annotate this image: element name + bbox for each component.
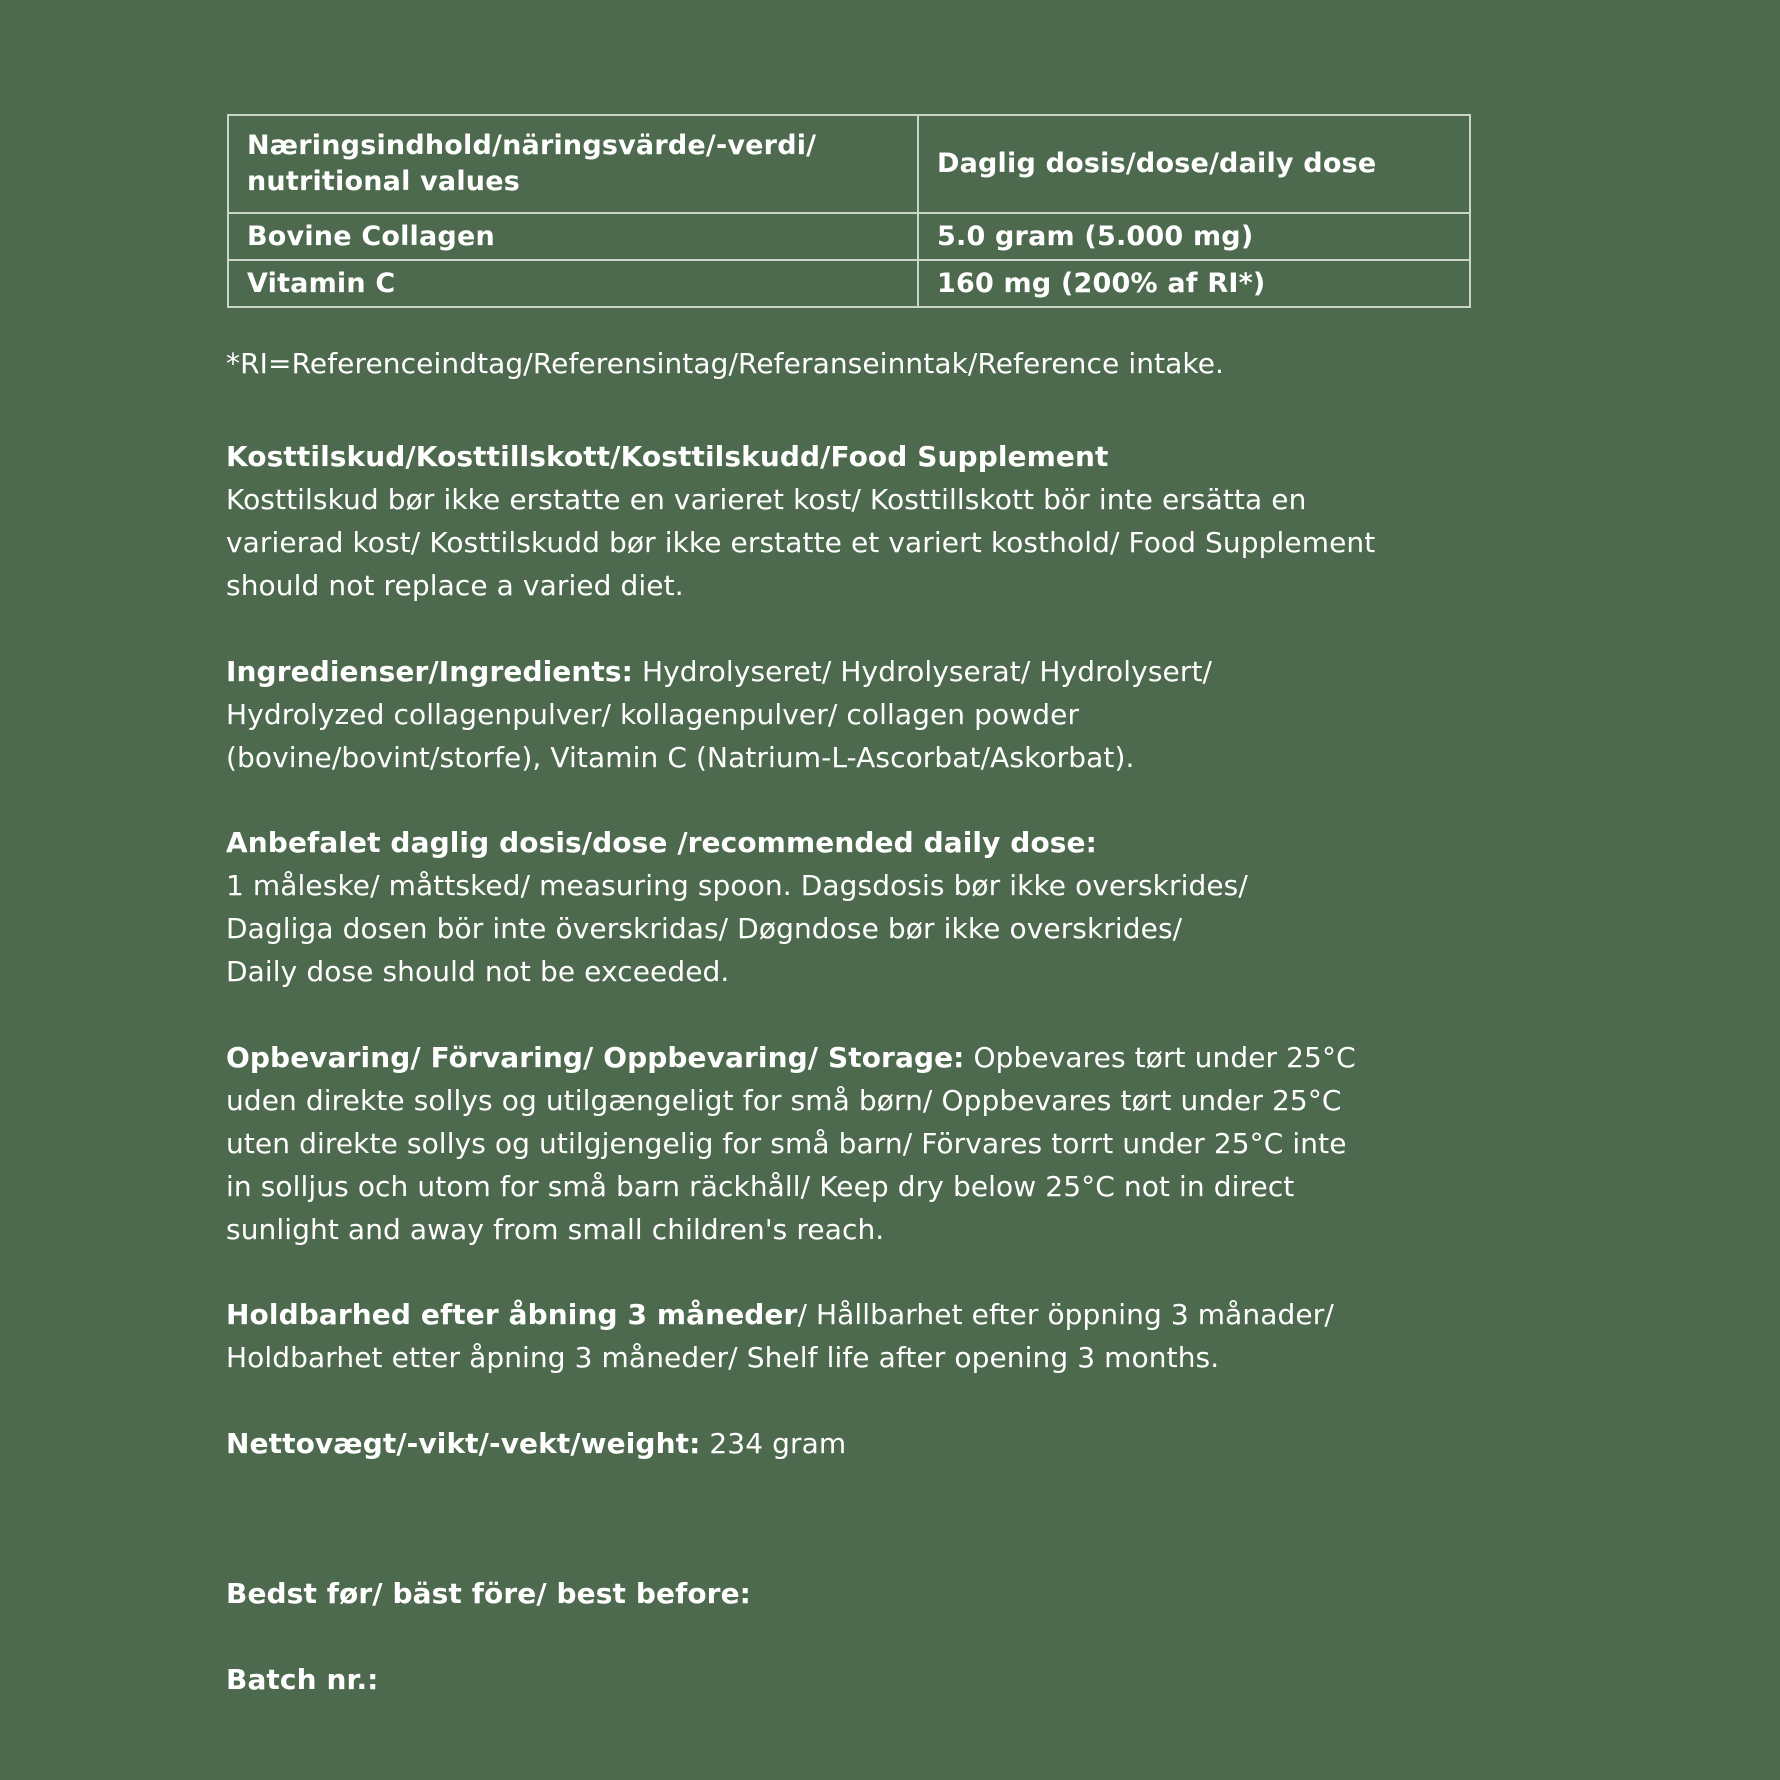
dose-section: Anbefalet daglig dosis/dose /recommended daily dose: 1 måleske/ måttsked/ measuring spoon. Dagsdosis bør ikke overskrides/ Dagliga dosen bör inte överskridas/ Døgndose bør ikke overskrides/ Daily dose should not be exceeded. xyxy=(226,826,1248,988)
dose-title: Anbefalet daglig dosis/dose /recommended daily dose: xyxy=(226,826,1097,859)
nutrition-table xyxy=(227,114,1471,308)
best-before-label: Bedst før/ bäst före/ best before: xyxy=(226,1577,751,1610)
ingredients-title: Ingredienser/Ingredients: xyxy=(226,655,633,688)
table-row xyxy=(228,213,1470,260)
shelf-life-section: Holdbarhed efter åbning 3 måneder/ Hållbarhet efter öppning 3 månader/ Holdbarhet etter åpning 3 måneder/ Shelf life after opening 3 months. xyxy=(226,1298,1334,1374)
best-before-section xyxy=(226,1572,1526,1615)
weight-value: 234 gram xyxy=(700,1427,847,1460)
nutrient-value: 5.0 gram (5.000 mg) xyxy=(918,213,1470,260)
nutrient-name: Bovine Collagen xyxy=(228,213,918,260)
nutrition-header-dose: Daglig dosis/dose/daily dose xyxy=(918,115,1470,213)
table-row xyxy=(228,260,1470,307)
supplement-section: Kosttilskud/Kosttillskott/Kosttilskudd/Food Supplement Kosttilskud bør ikke erstatte en varieret kost/ Kosttillskott bör inte ersätta en varierad kost/ Kosttilskudd bør ikke erstatte et variert kosthold/ Food Supplement should not replace a varied diet. xyxy=(226,440,1376,602)
supplement-title: Kosttilskud/Kosttillskott/Kosttilskudd/Food Supplement xyxy=(226,440,1109,473)
storage-section: Opbevaring/ Förvaring/ Oppbevaring/ Storage: Opbevares tørt under 25°C uden direkte sollys og utilgængeligt for små børn/ Oppbevares tørt under 25°C uten direkte sollys og utilgjengelig for små barn/ Förvares torrt under 25°C inte in solljus och utom for små barn räckhåll/ Keep dry below 25°C not in direct sunlight and away from small children's reach. xyxy=(226,1041,1356,1246)
nutrition-table-header xyxy=(228,115,1470,213)
weight-title: Nettovægt/-vikt/-vekt/weight: xyxy=(226,1427,701,1460)
nutrition-header-values: Næringsindhold/näringsvärde/-verdi/ nutritional values xyxy=(228,115,918,213)
ri-footnote: *RI=Referenceindtag/Referensintag/Referanseinntak/Reference intake. xyxy=(226,347,1225,380)
nutrient-value: 160 mg (200% af RI*) xyxy=(918,260,1470,307)
nutrient-name: Vitamin C xyxy=(228,260,918,307)
batch-label: Batch nr.: xyxy=(226,1663,379,1696)
shelf-life-title: Holdbarhed efter åbning 3 måneder xyxy=(226,1298,798,1331)
storage-title: Opbevaring/ Förvaring/ Oppbevaring/ Storage: xyxy=(226,1041,965,1074)
batch-section xyxy=(226,1658,1526,1701)
weight-section xyxy=(226,1422,1526,1465)
ingredients-section: Ingredienser/Ingredients: Hydrolyseret/ Hydrolyserat/ Hydrolysert/ Hydrolyzed collagenpulver/ kollagenpulver/ collagen powder (bovine/bovint/storfe), Vitamin C (Natrium-L-Ascorbat/Askorbat). xyxy=(226,655,1213,774)
